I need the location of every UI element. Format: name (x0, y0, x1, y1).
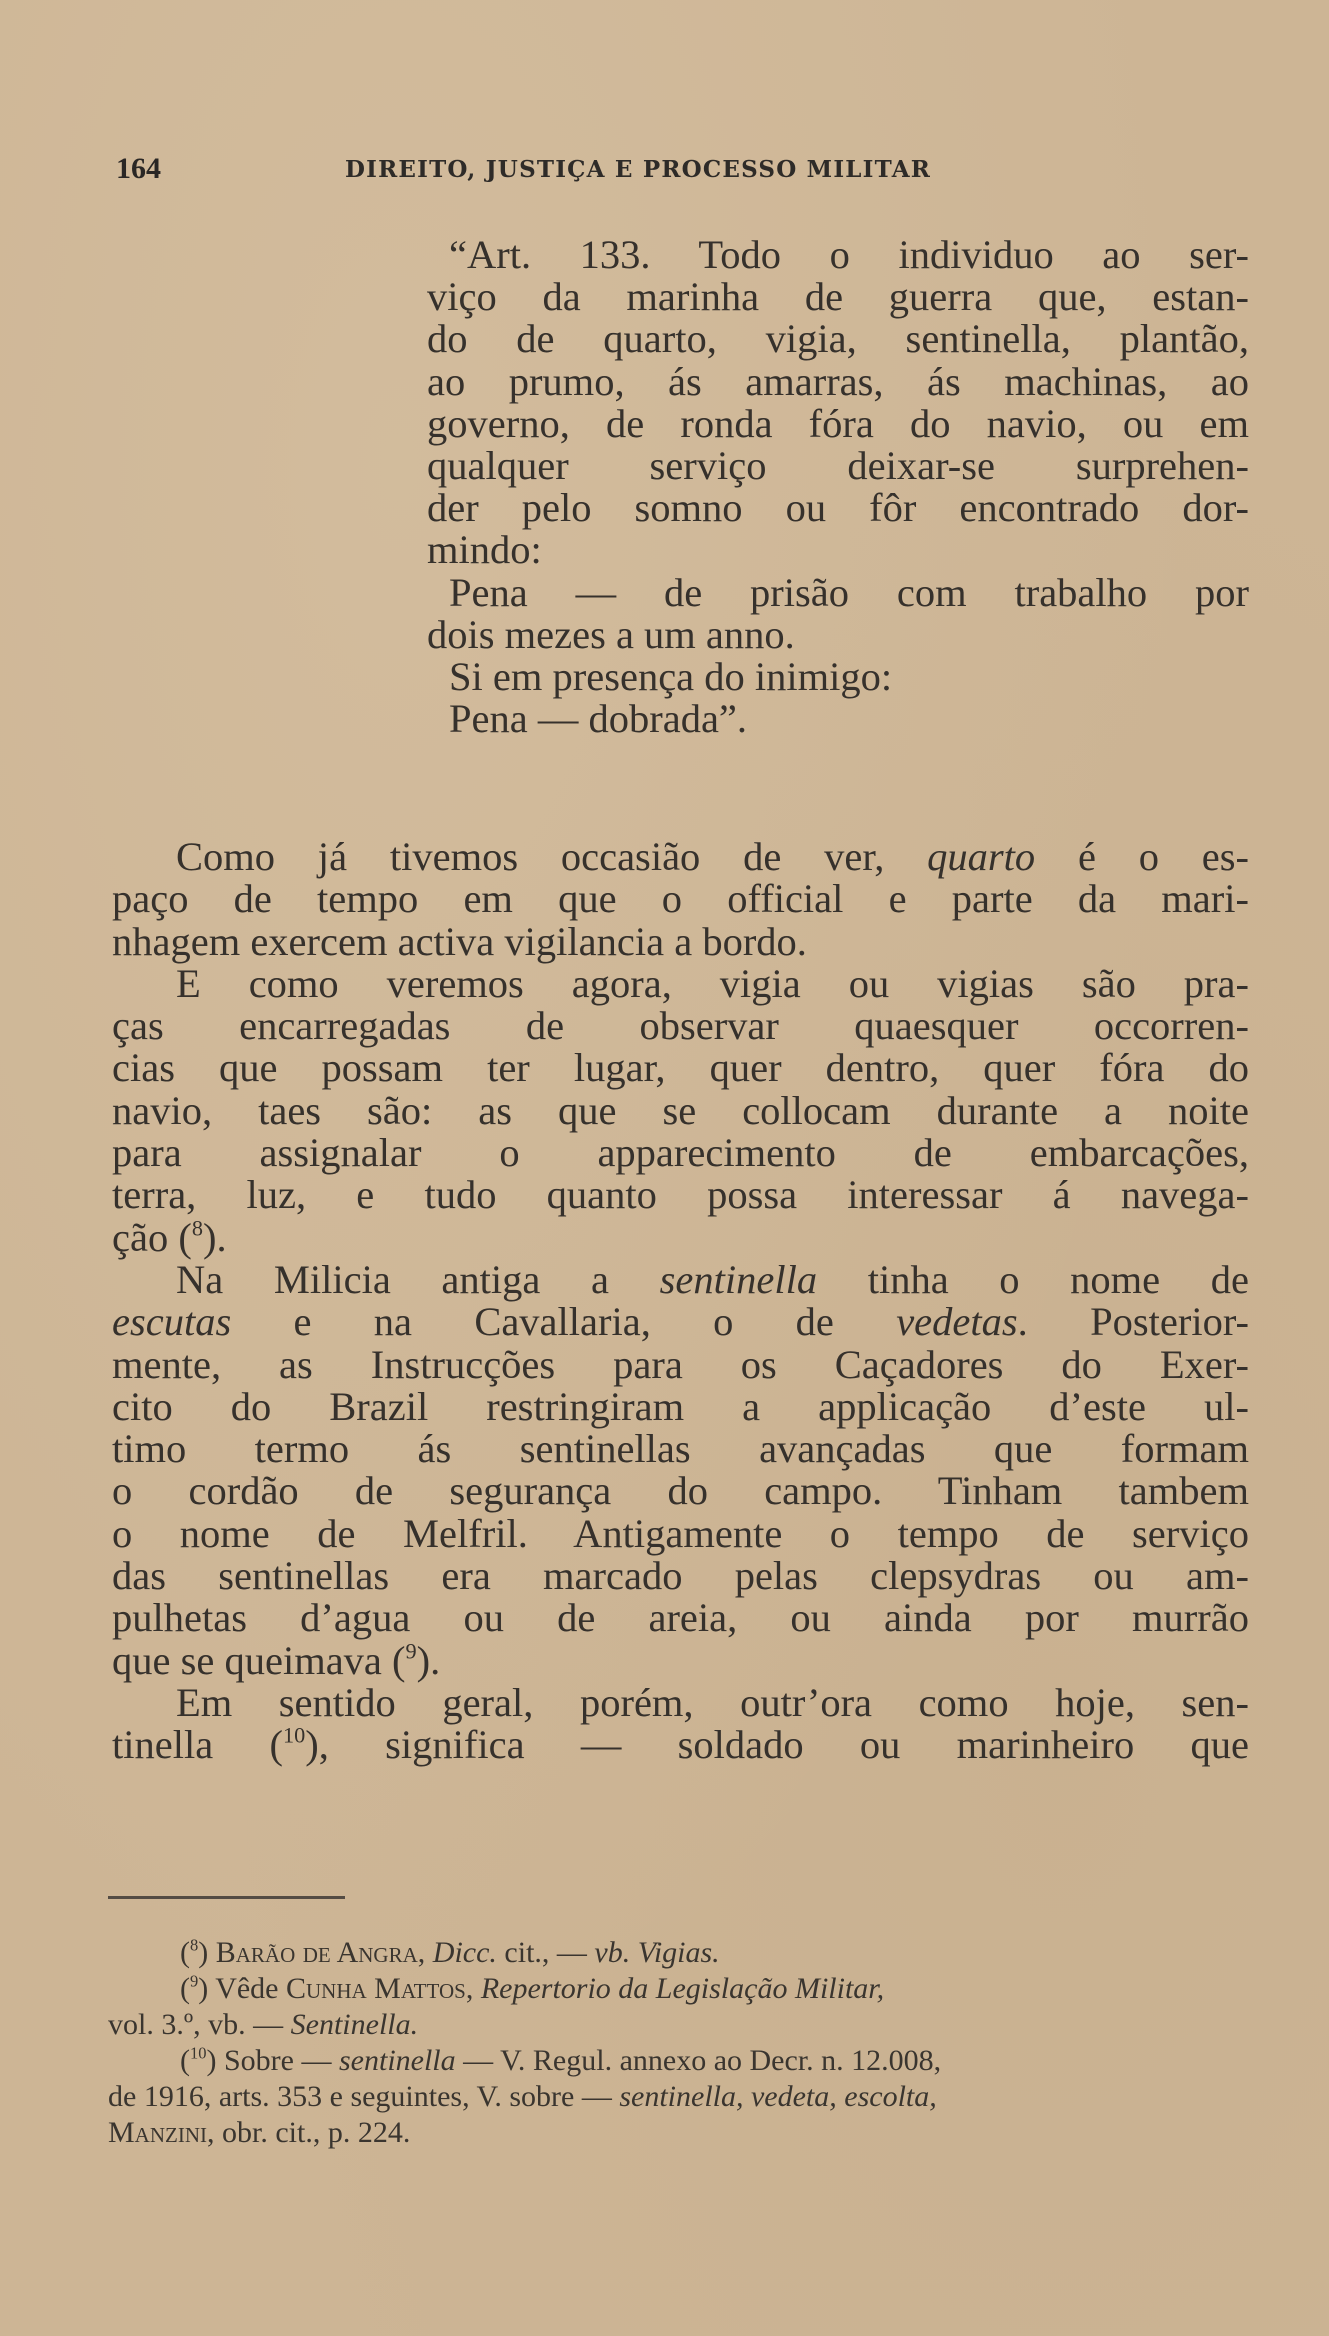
text-line (112, 836, 1249, 878)
footnote-work-title: Dicc. (432, 1936, 497, 1969)
footnote-entry: sentinella, vedeta, escolta, (619, 2080, 937, 2113)
text-line: das sentinellas era marcado pelas clepsydras ou am- (112, 1553, 1249, 1599)
text-run: vol. 3.º, vb. — (108, 2008, 291, 2041)
text-run: cit., — (496, 1936, 595, 1969)
running-title: DIREITO, JUSTIÇA E PROCESSO MILITAR (345, 156, 932, 183)
paragraph (112, 1256, 1249, 1683)
text-line (112, 1256, 1249, 1302)
quote-line: der pelo somno ou fôr encontrado dor- (427, 485, 1249, 531)
text-run: . Posterior- (1017, 1299, 1249, 1345)
text-run: é o es- (1035, 834, 1249, 879)
paragraph (112, 960, 1249, 1260)
text-run: , (465, 1972, 481, 2005)
footnote-marker: 10 (190, 2043, 207, 2063)
text-line: E como veremos agora, vigia ou vigias são pra- (176, 960, 1249, 1006)
quote-line: governo, de ronda fóra do navio, ou em (427, 400, 1249, 446)
text-line: o cordão de segurança do campo. Tinham tambem (112, 1468, 1249, 1514)
text-line (112, 1301, 1249, 1343)
text-line: nhagem exercem activa vigilancia a bordo. (112, 918, 807, 964)
footnote-entry: vb. Vigias. (594, 1936, 720, 1969)
footnote-10: ($^{10}$) Sobre — sentinella — V. Regul. annexo ao Decr. n. 12.008, (180, 2043, 942, 2077)
text-line: Em sentido geral, porém, outr’ora como hoje, sen- (176, 1679, 1249, 1725)
text-line: mente, as Instrucções para os Caçadores do Exer- (112, 1341, 1249, 1387)
text-line: cias que possam ter lugar, quer dentro, quer fóra do (112, 1045, 1249, 1091)
quote-line: Si em presença do inimigo: (449, 654, 893, 700)
text-run: Como já tivemos occasião de ver, (176, 834, 928, 879)
footnote-work-title: Repertorio da Legislação Militar, (480, 1972, 885, 2005)
text-line: o nome de Melfril. Antigamente o tempo de serviço (112, 1510, 1249, 1556)
footnote-entry: Sentinella. (290, 2008, 419, 2041)
footnote-9-cont (108, 2007, 1248, 2043)
footnote-ref-8[interactable]: 8 (191, 1215, 203, 1241)
text-line (112, 1637, 1249, 1683)
text-run: , obr. cit., p. 224. (207, 2116, 411, 2149)
footnote-author: Cunha Mattos (286, 1972, 466, 2005)
italic-term: sentinella (659, 1256, 818, 1302)
text-run: ). (202, 1214, 227, 1260)
footnote-marker: 8 (190, 1935, 199, 1955)
text-run: ). (416, 1637, 441, 1683)
running-head (116, 152, 1216, 192)
text-line (112, 1214, 1249, 1260)
text-line (112, 1724, 1249, 1766)
quote-line: mindo: (427, 527, 542, 573)
quote-line: Pena — de prisão com trabalho por (449, 569, 1249, 615)
text-run: tinella ( (112, 1722, 283, 1768)
text-line: ças encarregadas de observar quaesquer occorren- (112, 1003, 1249, 1049)
text-run: e na Cavallaria, o de (231, 1299, 897, 1345)
quoted-article (427, 234, 1249, 740)
footnote-marker: 9 (190, 1971, 199, 1991)
text-run: Na Milicia antiga a (176, 1256, 660, 1302)
text-run: de 1916, arts. 353 e seguintes, V. sobre — (108, 2080, 620, 2113)
page-number: 164 (116, 152, 161, 185)
footnote-ref-9[interactable]: 9 (405, 1638, 417, 1664)
quote-line: ao prumo, ás amarras, ás machinas, ao (427, 358, 1249, 404)
text-run: ), significa — soldado ou marinheiro que (305, 1722, 1250, 1768)
quote-line: viço da marinha de guerra que, estan- (427, 274, 1249, 320)
text-run: Sobre — (224, 2044, 339, 2077)
text-line: terra, luz, e tudo quanto possa interessar á navega- (112, 1172, 1249, 1218)
italic-term: quarto (927, 834, 1036, 879)
paragraph (112, 836, 1249, 963)
text-run: , (417, 1936, 433, 1969)
footnote-8: ($^8$) Barão de Angra, Dicc. cit., — vb. Vigias. (180, 1935, 720, 1969)
footnote-10-cont2 (108, 2115, 1248, 2151)
paragraph (112, 1679, 1250, 1768)
footnote-ref-10[interactable]: 10 (282, 1722, 306, 1748)
italic-term: escutas (112, 1299, 232, 1345)
quote-line: Pena — dobrada”. (449, 696, 748, 742)
quote-line: qualquer serviço deixar-se surprehen- (427, 443, 1249, 489)
text-line: navio, taes são: as que se collocam durante a noite (112, 1087, 1249, 1133)
text-line: timo termo ás sentinellas avançadas que formam (112, 1426, 1249, 1472)
text-run: — V. Regul. annexo ao Decr. n. 12.008, (455, 2044, 942, 2077)
text-line: paço de tempo em que o official e parte da mari- (112, 876, 1249, 922)
footnote-9: ($^9$) Vêde Cunha Mattos, Repertorio da Legislação Militar, (180, 1971, 885, 2005)
footnotes (108, 1935, 1248, 2151)
footnote-author: Manzini (108, 2116, 207, 2149)
italic-term: vedetas (896, 1299, 1018, 1345)
text-run: tinha o nome de (817, 1256, 1249, 1302)
text-line: para assignalar o apparecimento de embarcações, (112, 1130, 1249, 1176)
footnote-entry: sentinella (339, 2044, 456, 2077)
footnote-10-cont (108, 2079, 1248, 2115)
footnote-author: Barão de Angra (215, 1936, 418, 1969)
text-line: cito do Brazil restringiram a applicação d’este ul- (112, 1383, 1249, 1429)
text-run: que se queimava ( (112, 1637, 406, 1683)
quote-line: dois mezes a um anno. (427, 611, 795, 657)
quote-line: do de quarto, vigia, sentinella, plantão, (427, 316, 1249, 362)
footnote-divider (108, 1896, 345, 1899)
text-run: Vêde (215, 1972, 286, 2005)
body-text (112, 836, 1249, 1767)
quote-line: “Art. 133. Todo o individuo ao ser- (449, 232, 1249, 277)
text-line: pulhetas d’agua ou de areia, ou ainda por murrão (112, 1595, 1249, 1641)
text-run: ção ( (112, 1214, 192, 1260)
